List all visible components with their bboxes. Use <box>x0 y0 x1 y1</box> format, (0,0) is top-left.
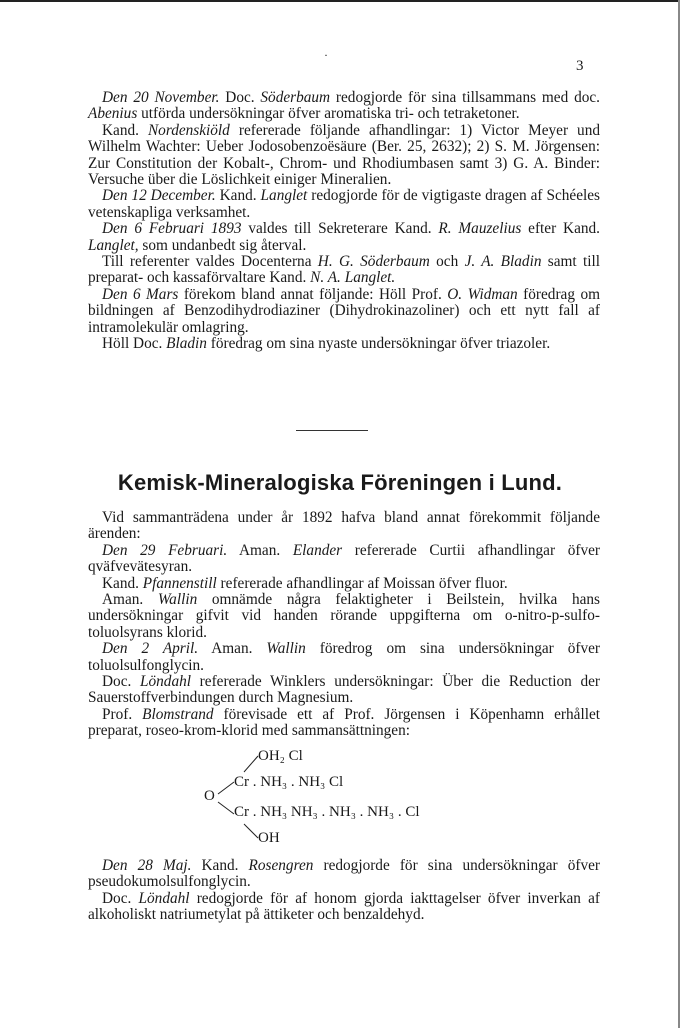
paragraph <box>88 254 600 287</box>
text-run: Kand. <box>102 574 143 592</box>
text-run: Höll Doc. <box>102 335 167 353</box>
italic-run: Den 20 November. <box>102 89 220 106</box>
italic-run: Den 6 Mars <box>102 285 179 303</box>
text-run: Doc. <box>102 673 140 691</box>
paragraph <box>88 336 600 352</box>
paragraph <box>88 592 600 641</box>
italic-run: Den 12 December. <box>102 187 216 205</box>
text-run: refererade följande afhandlingar: 1) Victor Meyer und Wilhelm Wachter: Ueber Jodosobenzoësäure (Ber. 25, 2632); 2) S. M. Jörgensen: Zur Constitution der Kobalt-, Chrom- und Rhodiumbasen samt 3) G. A. Binder: Versuche über die Löslichkeit einiger Mineralien. <box>88 121 600 189</box>
text-run: Kand. <box>215 187 261 205</box>
text-run: utförda undersökningar öfver aromatiska tri- och tetraketoner. <box>137 105 520 123</box>
text-run: Till referenter valdes Docenterna <box>102 253 318 271</box>
text-run: Doc. <box>102 889 139 907</box>
text-run: Vid sammanträdena under år 1892 hafva bland annat förekommit följande ärenden: <box>88 509 600 543</box>
lund-society-minutes <box>88 510 600 740</box>
paragraph <box>88 858 600 891</box>
italic-run: R. Mauzelius <box>438 220 522 238</box>
paragraph <box>88 123 600 189</box>
page-top-edge <box>0 0 680 2</box>
paragraph <box>88 891 600 924</box>
section-heading: Kemisk-Mineralogiska Föreningen i Lund. <box>117 470 563 495</box>
formula-line-2: Cr . NH₃ . NH₃ Cl <box>234 774 344 790</box>
text-run: Aman. <box>227 541 293 559</box>
text-run: Kand. <box>102 121 148 139</box>
italic-run: Den 29 Februari. <box>102 541 228 559</box>
paragraph <box>88 576 600 592</box>
text-run: förekom bland annat följande: Höll Prof. <box>178 285 448 303</box>
paragraph <box>88 510 600 543</box>
formula-oxygen: O <box>204 788 215 804</box>
swedish-society-minutes <box>88 90 600 353</box>
lund-society-minutes-continued <box>88 858 600 924</box>
text-run: Prof. <box>102 705 143 723</box>
text-run: och <box>429 253 465 271</box>
italic-run: Rosengren <box>248 857 314 874</box>
page-mark: · <box>324 48 328 62</box>
italic-run: Bladin <box>166 335 207 353</box>
text-run: Doc. <box>219 89 261 106</box>
italic-run: Elander <box>292 541 343 559</box>
text-run: föredrog om sina undersökningar öfver toluolsulfonglycin. <box>88 640 600 674</box>
italic-run: O. Widman <box>447 285 518 303</box>
italic-run: Nordenskiöld <box>147 121 230 139</box>
text-run: omnämde några felaktigheter i Beilstein, hvilka hans undersökningar gifvit vid handen rörande uppgifterna om o-nitro-p-sulfo-toluolsyrans klorid. <box>88 591 600 641</box>
italic-run: J. A. Bladin <box>464 253 542 271</box>
italic-run: Löndahl <box>138 889 190 907</box>
text-run: redogjorde för sina undersökningar öfver pseudokumolsulfonglycin. <box>88 857 600 891</box>
paragraph <box>88 543 600 576</box>
text-run: redogjorde för sina tillsammans med doc. <box>330 89 600 106</box>
italic-run: Wallin <box>266 640 306 658</box>
text-run: Aman. <box>102 591 158 609</box>
italic-run: Langlet <box>260 187 308 205</box>
italic-run: N. A. Langlet. <box>310 269 396 287</box>
text-run: föredrag om bildningen af Benzodihydrodiaziner (Dihydrokinazoliner) och ett nytt fall af intramolekulär omlagring. <box>88 285 600 336</box>
text-run: redogjorde för de vigtigaste dragen af Schéeles vetenskapliga verksamhet. <box>88 187 600 221</box>
italic-run: Pfannenstill <box>142 574 217 592</box>
italic-run: Wallin <box>157 591 198 609</box>
paragraph <box>88 221 600 254</box>
italic-run: Blomstrand <box>142 705 214 723</box>
text-run: efter Kand. <box>521 220 600 238</box>
italic-run: Den 6 Februari 1893 <box>102 220 242 238</box>
text-run: refererade Curtii afhandlingar öfver qväfvevätesyran. <box>88 541 600 576</box>
text-run: Aman. <box>198 640 267 658</box>
paragraph <box>88 641 600 674</box>
text-run: Kand. <box>191 857 249 874</box>
formula-line-1: OH₂ Cl <box>258 748 303 764</box>
paragraph <box>88 674 600 707</box>
italic-run: Söderbaum <box>260 89 331 106</box>
text-run: samt till preparat- och kassaförvaltare Kand. <box>88 253 600 287</box>
formula-bonds <box>200 748 500 848</box>
paragraph <box>88 188 600 221</box>
text-run: refererade Winklers undersökningar: Über die Reduction der Sauerstoffverbindungen durch Magnesium. <box>88 673 600 707</box>
paragraph <box>88 90 600 123</box>
text-run: förevisade ett af Prof. Jörgensen i Köpenhamn erhållet preparat, roseo-krom-klorid med sammansättningen: <box>88 705 600 740</box>
section-divider <box>296 430 368 431</box>
text-run: refererade afhandlingar af Moissan öfver fluor. <box>216 574 508 592</box>
chemical-formula <box>200 748 500 848</box>
text-run: redogjorde för af honom gjorda iakttagelser öfver inverkan af alkoholiskt natriumetylat på ättiketer och benzaldehyd. <box>88 889 600 924</box>
formula-line-4: OH <box>258 830 280 846</box>
paragraph <box>88 707 600 740</box>
italic-run: Löndahl <box>140 673 191 691</box>
text-run: valdes till Sekreterare Kand. <box>241 220 439 238</box>
formula-line-3: Cr . NH₃ NH₃ . NH₃ . NH₃ . Cl <box>234 804 420 820</box>
italic-run: Den 2 April. <box>102 640 199 658</box>
page-number: 3 <box>576 58 584 74</box>
paragraph <box>88 287 600 336</box>
text-run: föredrag om sina nyaste undersökningar öfver triazoler. <box>206 335 551 353</box>
italic-run: Langlet, <box>88 236 139 254</box>
italic-run: Abenius <box>88 105 138 123</box>
italic-run: Den 28 Maj. <box>102 857 192 874</box>
italic-run: H. G. Söderbaum <box>317 253 430 271</box>
text-run: som undanbedt sig återval. <box>138 236 307 254</box>
